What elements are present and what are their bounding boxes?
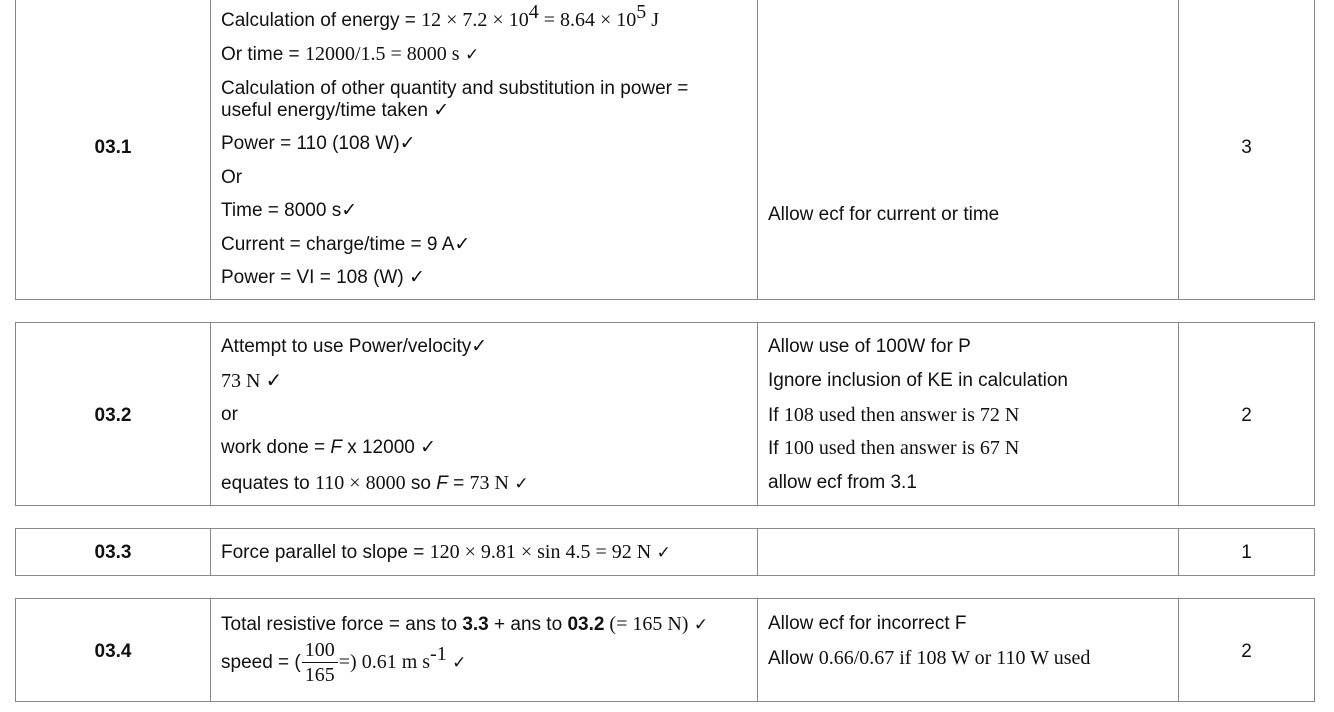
marks-value: 2	[1241, 641, 1252, 662]
guidance-line: allow ecf from 3.1	[768, 472, 917, 493]
answer-line: Or	[221, 167, 243, 188]
question-number-cell	[16, 529, 211, 575]
question-number: 03.4	[94, 641, 132, 662]
answer-line: speed = ( $\frac{100}{165}$ =) 0.61 m $s^{-1}$ ✓	[221, 639, 467, 687]
answer-line: Force parallel to slope = 120 × 9.81 × sin 4.5 = 92 N ✓	[221, 541, 671, 563]
guidance-line: Ignore inclusion of KE in calculation	[768, 370, 1068, 391]
answer-cell	[211, 0, 758, 299]
answer-line: Total resistive force = ans to 3.3 + ans to 03.2 (= 165 N) ✓	[221, 613, 709, 635]
marks-value: 3	[1241, 137, 1252, 158]
question-number: 03.3	[94, 542, 132, 563]
question-number: 03.1	[94, 137, 132, 158]
guidance-cell	[758, 0, 1179, 299]
answer-cell	[211, 599, 758, 701]
answer-line: 73 N ✓	[221, 370, 283, 392]
marks-value: 2	[1241, 405, 1252, 426]
answer-line: Calculation of other quantity and substitution in power =	[221, 78, 689, 99]
mark-scheme-row-03-3	[15, 528, 1315, 576]
answer-line: work done = F x 12000 ✓	[221, 437, 437, 458]
question-number-cell	[16, 323, 211, 505]
guidance-cell	[758, 529, 1179, 575]
answer-line: equates to 110 × 8000 so F = 73 N ✓	[221, 472, 529, 494]
marks-cell	[1179, 529, 1314, 575]
marks-cell	[1179, 599, 1314, 701]
guidance-line: If 100 used then answer is 67 N	[768, 437, 1020, 459]
answer-line: or	[221, 404, 238, 425]
answer-cell	[211, 529, 758, 575]
marks-cell	[1179, 0, 1314, 299]
answer-line: Power = 110 (108 W)✓	[221, 133, 416, 154]
answer-line: Power = VI = 108 (W) ✓	[221, 267, 425, 288]
marks-cell	[1179, 323, 1314, 505]
guidance-line: Allow ecf for incorrect F	[768, 613, 967, 634]
mark-scheme-row-03-1	[15, 0, 1315, 300]
answer-line: Attempt to use Power/velocity✓	[221, 336, 488, 357]
answer-line: Time = 8000 s✓	[221, 200, 358, 221]
question-number-cell	[16, 599, 211, 701]
guidance-line: Allow use of 100W for P	[768, 336, 971, 357]
answer-line: Or time = 12000/1.5 = 8000 s ✓	[221, 43, 480, 65]
fraction: $\frac{100}{165}$	[302, 638, 338, 687]
mark-scheme-row-03-2	[15, 322, 1315, 506]
answer-line: Current = charge/time = 9 A✓	[221, 234, 471, 255]
question-number: 03.2	[94, 405, 132, 426]
answer-cell	[211, 323, 758, 505]
guidance-cell	[758, 599, 1179, 701]
guidance-line: Allow ecf for current or time	[768, 204, 1000, 225]
guidance-line: Allow 0.66/0.67 if 108 W or 110 W used	[768, 647, 1091, 669]
answer-line: useful energy/time taken ✓	[221, 100, 450, 121]
guidance-line: If 108 used then answer is 72 N	[768, 404, 1020, 426]
mark-scheme-row-03-4	[15, 598, 1315, 702]
answer-line: Calculation of energy = $12 \times 7.2 \times 10^4 = 8.64 \times 10^5$ J	[221, 1, 660, 31]
marks-value: 1	[1241, 542, 1252, 563]
guidance-cell	[758, 323, 1179, 505]
question-number-cell	[16, 0, 211, 299]
